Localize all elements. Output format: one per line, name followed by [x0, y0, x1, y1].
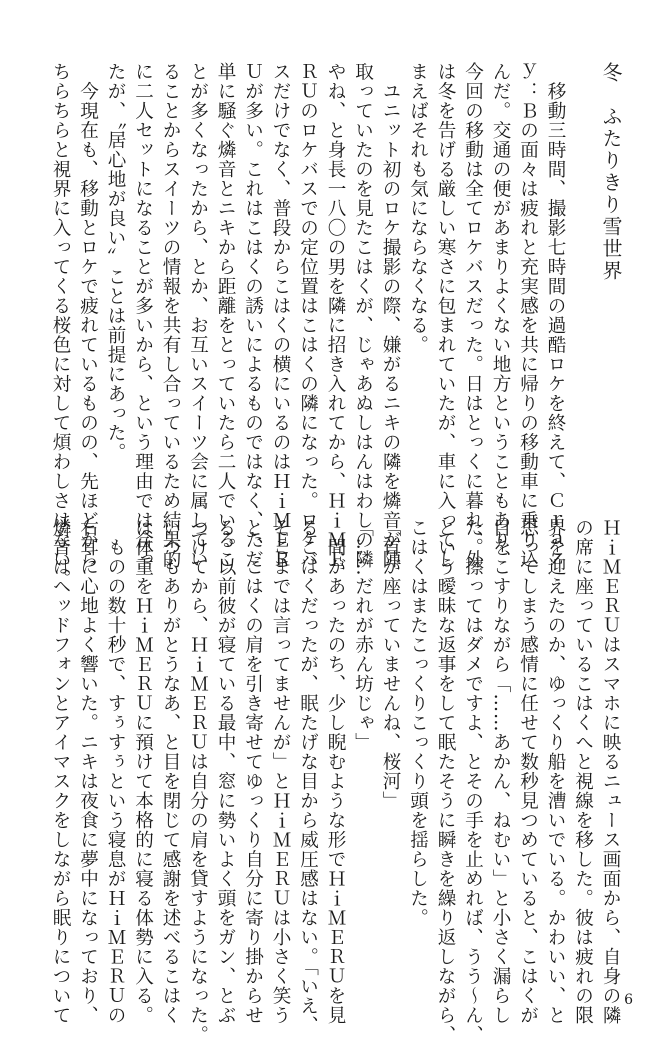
- text-column: スだけでなく、普段からこはくの横にいるのはＨｉＭＥＲ: [270, 62, 291, 569]
- text-column: とが多くなったから、とか、お互いスイーツ会に属してい: [187, 62, 209, 569]
- text-column: た。擦ってはダメですよ、とその手を止めれば、うう～ん、: [462, 518, 484, 1045]
- text-column: ＨｉＭＥＲＵはスマホに映るニュース画面から、自身の隣: [600, 518, 621, 1025]
- text-column: 今現在も、移動とロケで疲れているものの、先ほどから: [77, 62, 99, 569]
- text-column: に二人セットになることが多いから、という理由では合っ: [132, 62, 154, 569]
- text-column: んだ。交通の便があまりよくない地方ということもあり、: [490, 62, 511, 569]
- chapter-title: 冬 ふたりきり雪世界: [599, 62, 623, 282]
- text-column: こはくはまたこっくりこっくり頭を揺らした。: [407, 518, 429, 928]
- text-column: る。以前彼が寝ている最中、窓に勢いよく頭をガン、とぶ: [215, 518, 236, 1025]
- blank-column: [569, 62, 597, 494]
- text-column: ｙ：Ｂの面々は疲れと充実感を共に帰りの移動車に乗り込: [517, 62, 539, 569]
- page-number: 6: [624, 992, 633, 1008]
- text-column: ものの数十秒で、すぅすぅという寝息がＨｉＭＥＲＵの: [105, 518, 126, 1025]
- text-column: そこまでは言ってませんが」とＨｉＭＥＲＵは小さく笑う: [270, 518, 291, 1025]
- text-column: Ｕが多い。これはこはくの誘いによるものではなく、ただ: [242, 62, 264, 569]
- text-column: 間があったのち、少し睨むような形でＨｉＭＥＲＵを見: [325, 518, 346, 1025]
- text-column: 取っていたのを見たこはくが、じゃあぬしはんはわしの隣: [352, 62, 374, 569]
- text-column: 燐音はヘッドフォンとアイマスクをしながら眠りについて: [50, 518, 71, 1025]
- text-column: 目をこすりながら「……あかん、ねむい」と小さく漏らし: [490, 518, 511, 1025]
- text-column: 右耳に心地よく響いた。ニキは夜食に夢中になっており、: [77, 518, 99, 1025]
- text-column: の席に座っているこはくへと視線を移した。彼は疲れの限: [572, 518, 594, 1025]
- text-column: ユニット初のロケ撮影の際、嫌がるニキの隣を燐音が陣: [380, 62, 401, 569]
- text-column: 「……だれが赤ん坊じゃ」: [352, 518, 374, 752]
- text-column: という曖昧な返事をして眠たそうに瞬きを繰り返しながら、: [435, 518, 456, 1045]
- text-column: は体重をＨｉＭＥＲＵに預けて本格的に寝る体勢に入る。: [132, 518, 154, 1025]
- text-column: 界を迎えたのか、ゆっくり船を漕いでいる。かわいい、と: [545, 518, 566, 1025]
- text-column: るこはくだったが、眠たげな目から威圧感はない。「いえ、: [297, 518, 319, 1036]
- text-column: と、こはくの肩を引き寄せてゆっくり自分に寄り掛からせ: [242, 518, 264, 1025]
- upper-text-tier: [44, 62, 624, 589]
- text-column: 今回の移動は全てロケバスだった。日はとっくに暮れ、外: [462, 62, 484, 569]
- text-column: いつもありがとうなあ、と目を閉じて感謝を述べるこはく: [160, 518, 181, 1025]
- text-column: は冬を告げる厳しい寒さに包まれていたが、車に入ってし: [435, 62, 456, 569]
- text-column: ちらちらと視界に入ってくる桜色に対して煩わしさはない。: [50, 62, 71, 589]
- text-column: やね、と身長一八〇の男を隣に招き入れてから、ＨｉＭＥ: [325, 62, 346, 569]
- text-column: 移動三時間、撮影七時間の過酷ロケを終えて、Ｃｒａｚ: [545, 62, 566, 569]
- text-column: つけてから、ＨｉＭＥＲＵは自分の肩を貸すようになった。: [187, 518, 209, 1045]
- text-column: 単に騒ぐ燐音とニキから距離をとっていたら二人でいるこ: [215, 62, 236, 569]
- lower-text-tier: [44, 518, 624, 1045]
- text-column: 「首が座っていませんね、桜河」: [380, 518, 401, 811]
- text-column: まえばそれも気にならなくなる。: [407, 62, 429, 355]
- text-column: 思ってしまう感情に任せて数秒見つめていると、こはくが: [517, 518, 539, 1025]
- text-column: たが、〝居心地が良い〟ことは前提にあった。: [105, 62, 126, 463]
- text-column: ＲＵのロケバスでの定位置はこはくの隣になった。ロケバ: [297, 62, 319, 569]
- text-column: ることからスイーツの情報を共有し合っているため結果的: [160, 62, 181, 569]
